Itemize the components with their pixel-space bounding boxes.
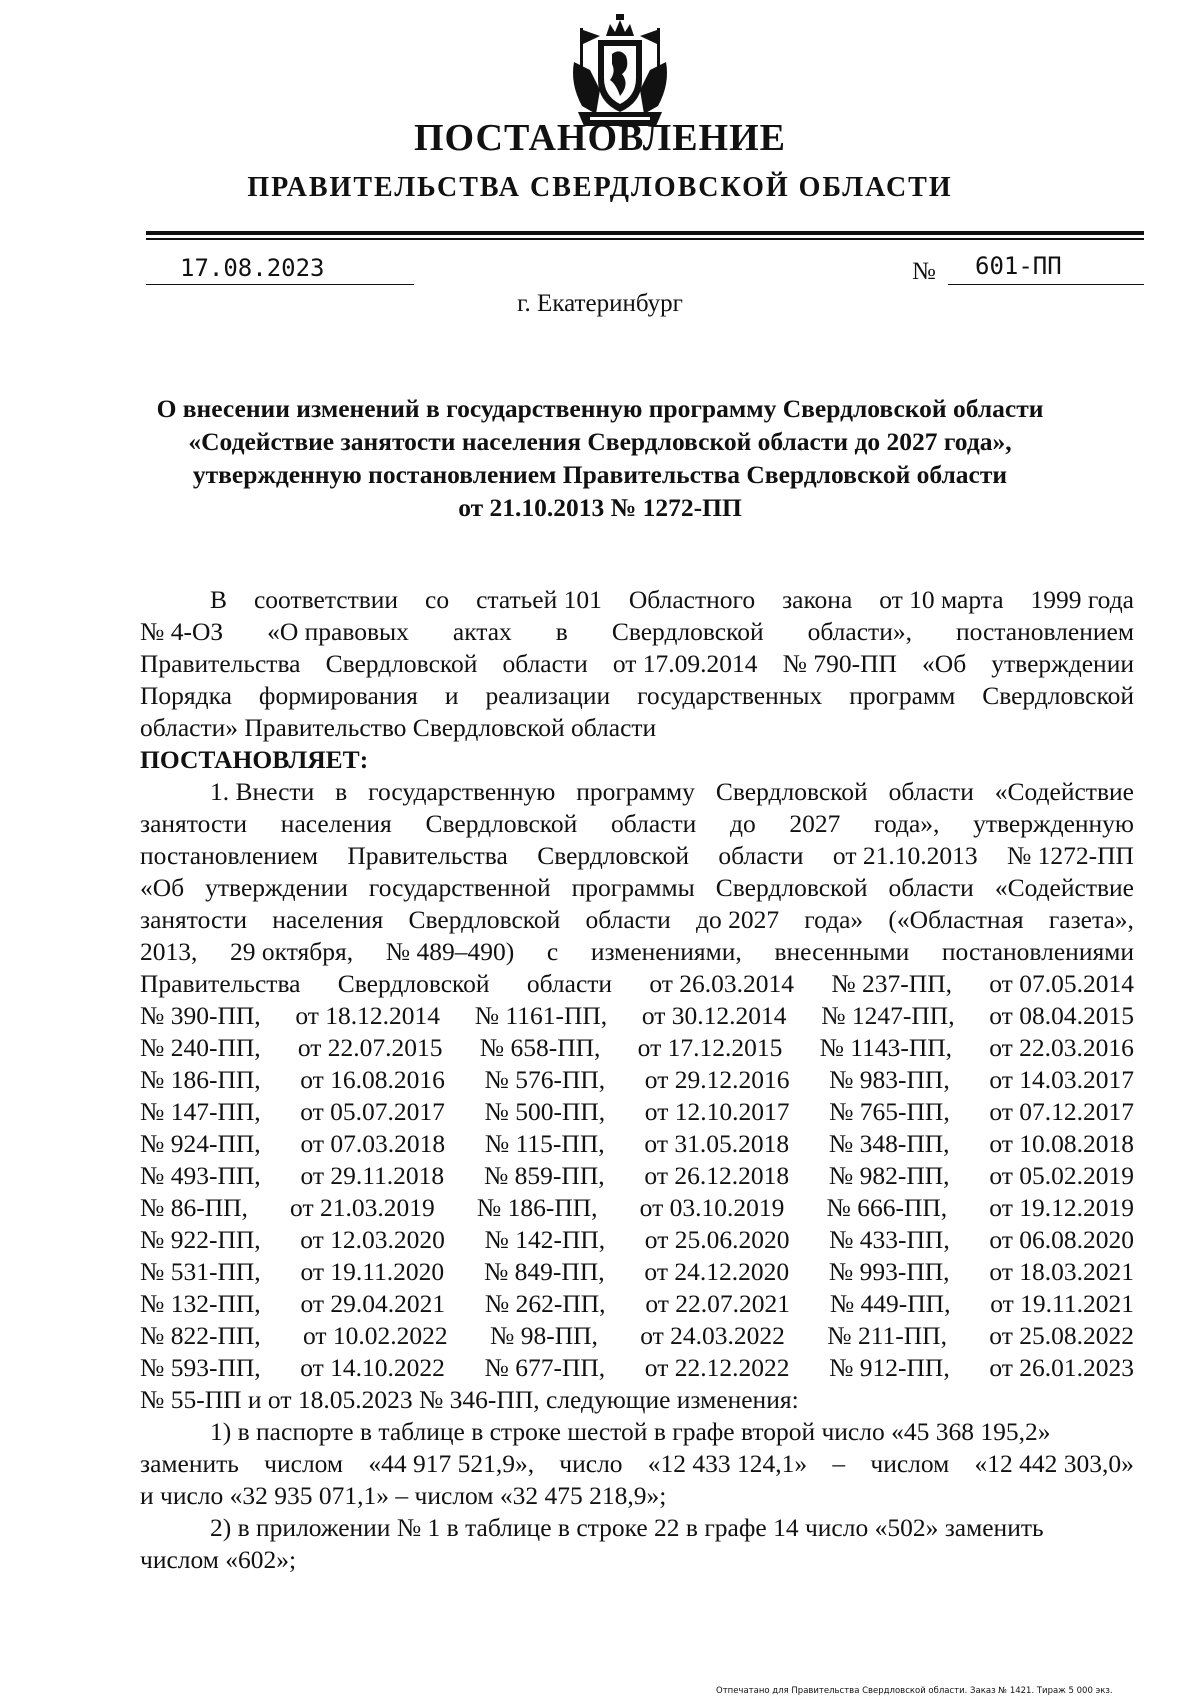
text-word: постановлениями (941, 937, 1134, 966)
text-line (140, 1128, 1134, 1160)
text-word: области», (807, 617, 912, 646)
text-word: от 17.09.2014 (612, 649, 758, 678)
text-word: Свердловской (337, 969, 490, 998)
text-line (140, 1352, 1134, 1384)
text-word: № 390-ПП, (140, 1001, 261, 1030)
text-word: занятости (140, 905, 248, 934)
text-word: Свердловской (537, 841, 689, 870)
text-line (140, 1096, 1134, 1128)
text-line (140, 680, 1134, 712)
text-line (140, 904, 1134, 936)
text-word: программ (849, 681, 956, 710)
text-word: постановлением (955, 617, 1134, 646)
text-word: № 593-ПП, (140, 1353, 261, 1382)
text-word: области (526, 969, 613, 998)
decree-word: ПОСТАНОВЛЯЕТ: (140, 745, 369, 774)
text-word: от 24.12.2020 (644, 1257, 790, 1286)
text-line (140, 1256, 1134, 1288)
text-word: внесенными (774, 937, 910, 966)
text-word: Правительства (140, 969, 301, 998)
text-word: № 658-ПП, (479, 1033, 601, 1062)
text-line (140, 1320, 1134, 1352)
text-word: № 677-ПП, (484, 1353, 606, 1382)
city-name: г. Екатеринбург (517, 290, 683, 317)
text-word: число (559, 1449, 623, 1478)
text-word: 29 октября, (230, 937, 354, 966)
text-word: № 132-ПП, (140, 1289, 261, 1318)
text-word: от 17.12.2015 (637, 1033, 783, 1062)
text-word: № 493-ПП, (140, 1161, 261, 1190)
text-word: постановлением (140, 841, 319, 870)
text-word: № 1247-ПП, (821, 1001, 955, 1030)
text-word: от 24.03.2022 (640, 1321, 785, 1350)
text-word: № 489–490) (385, 937, 515, 966)
text-word: от 12.03.2020 (300, 1225, 445, 1254)
text-line (140, 712, 1134, 744)
text-word: от 19.11.2021 (990, 1289, 1134, 1318)
text-word: от 25.08.2022 (989, 1321, 1134, 1350)
text-word: от 22.12.2022 (644, 1353, 790, 1382)
text-word: № 55-ПП и от 18.05.2023 № 346-ПП, следующие изменения: (140, 1385, 799, 1414)
text-line (140, 1448, 1134, 1480)
text-word: от 10 марта (879, 585, 1004, 614)
text-word: – (832, 1449, 846, 1478)
subitem-2 (140, 1512, 1134, 1576)
text-word: статьей 101 (476, 585, 602, 614)
text-word: населения (272, 905, 384, 934)
text-word: занятости (140, 809, 248, 838)
text-word: от 22.03.2016 (989, 1033, 1134, 1062)
text-word: («Областная (888, 905, 1024, 934)
text-word: № 922-ПП, (140, 1225, 261, 1254)
text-word: № 849-ПП, (483, 1257, 605, 1286)
text-word: от 26.01.2023 (989, 1353, 1134, 1382)
text-word: от 05.07.2017 (300, 1097, 445, 1126)
text-word: Правительства (140, 649, 301, 678)
text-word: программу (576, 777, 695, 806)
text-word: со (425, 585, 450, 614)
text-word: № 790-ПП (782, 649, 897, 678)
text-line (140, 1032, 1134, 1064)
text-line (140, 648, 1134, 680)
subitem-1 (140, 1416, 1134, 1512)
text-line (140, 584, 1134, 616)
text-word: Свердловской (611, 617, 764, 646)
text-word: области (585, 905, 671, 934)
header-rule-thin (146, 238, 1144, 240)
text-word: № 115-ПП, (484, 1129, 605, 1158)
text-word: от 21.10.2013 (832, 841, 978, 870)
text-word: утвержденную (973, 809, 1134, 838)
heading-line: от 21.10.2013 № 1272-ПП (458, 493, 742, 522)
number-label: № (912, 258, 936, 285)
text-word: № 500-ПП, (484, 1097, 606, 1126)
text-word: № 240-ПП, (140, 1033, 261, 1062)
text-word: до 2027 (695, 905, 780, 934)
text-line (140, 1512, 1134, 1544)
date-underline (146, 284, 414, 285)
text-word: № 262-ПП, (484, 1289, 606, 1318)
text-word: от 25.06.2020 (644, 1225, 790, 1254)
text-word: от 14.03.2017 (989, 1065, 1134, 1094)
text-word: от 16.08.2016 (300, 1065, 445, 1094)
text-word: № 147-ПП, (140, 1097, 261, 1126)
text-line (140, 1480, 1134, 1512)
item-1 (140, 776, 1134, 1416)
text-line (140, 616, 1134, 648)
text-line (140, 1160, 1134, 1192)
text-word: № 237-ПП, (831, 969, 952, 998)
text-word: утверждении (991, 649, 1134, 678)
text-word: от 29.11.2018 (300, 1161, 445, 1190)
text-word: № 142-ПП, (484, 1225, 606, 1254)
text-word: № 1272-ПП (1006, 841, 1134, 870)
text-word: Порядка (140, 681, 232, 710)
decree-number: 601-ПП (975, 252, 1062, 280)
text-word: изменениями, (590, 937, 742, 966)
text-line (140, 1192, 1134, 1224)
text-word: 2013, (140, 937, 198, 966)
text-word: от 10.02.2022 (302, 1321, 448, 1350)
text-word: «12 442 303,0» (974, 1449, 1134, 1478)
text-word: заменить (140, 1449, 239, 1478)
text-word: области (888, 873, 974, 902)
heading-line: утвержденную постановлением Правительства Свердловской области (192, 460, 1008, 489)
decree-body (140, 584, 1134, 1576)
heading-line: «Содействие занятости населения Свердловской области до 2027 года», (188, 427, 1012, 456)
text-word: числом (264, 1449, 344, 1478)
text-line (140, 776, 1134, 808)
text-word: с (546, 937, 559, 966)
text-word: от 03.10.2019 (639, 1193, 785, 1222)
text-word: закона (782, 585, 853, 614)
text-word: «Содействие (994, 777, 1134, 806)
text-word: В (210, 585, 228, 614)
text-word: № 211-ПП, (827, 1321, 947, 1350)
text-line (140, 936, 1134, 968)
text-word: области» Правительство Свердловской области (140, 713, 657, 742)
text-word: № 433-ПП, (829, 1225, 950, 1254)
text-word: области (888, 777, 974, 806)
text-line (140, 1064, 1134, 1096)
print-colophon: Отпечатано для Правительства Свердловской области. Заказ № 1421. Тираж 5 000 экз. (716, 1686, 1113, 1696)
text-word: населения (280, 809, 392, 838)
text-word: года», (874, 809, 940, 838)
text-word: числом (870, 1449, 950, 1478)
text-word: «Содействие (994, 873, 1134, 902)
text-word: 2) в приложении № 1 в таблице в строке 22 в графе 14 число «502» заменить (210, 1513, 1044, 1542)
decree-heading (120, 392, 1080, 524)
text-word: числом «602»; (140, 1545, 297, 1574)
text-word: в (335, 777, 348, 806)
text-word: № 912-ПП, (829, 1353, 950, 1382)
text-word: № 822-ПП, (140, 1321, 261, 1350)
text-word: № 186-ПП, (140, 1065, 261, 1094)
document-title: ПОСТАНОВЛЕНИЕ (413, 117, 787, 159)
text-line (140, 1384, 1134, 1416)
heading-line: О внесении изменений в государственную программу Свердловской области (156, 394, 1044, 423)
text-word: от 29.12.2016 (644, 1065, 790, 1094)
text-line (140, 1288, 1134, 1320)
text-word: от 29.04.2021 (300, 1289, 446, 1318)
text-line (140, 840, 1134, 872)
text-word: Свердловской (425, 809, 578, 838)
text-word: 2027 (789, 809, 841, 838)
decree-date: 17.08.2023 (180, 254, 325, 282)
text-line (140, 808, 1134, 840)
text-word: реализации (485, 681, 611, 710)
text-word: № 449-ПП, (829, 1289, 951, 1318)
text-word: от 10.08.2018 (989, 1129, 1134, 1158)
text-line (140, 968, 1134, 1000)
text-word: «Об (140, 873, 185, 902)
text-word: Свердловской (982, 681, 1134, 710)
document-subtitle: ПРАВИТЕЛЬСТВА СВЕРДЛОВСКОЙ ОБЛАСТИ (247, 172, 953, 203)
text-word: № 924-ПП, (140, 1129, 261, 1158)
text-word: утверждении (205, 873, 348, 902)
text-word: Свердловской (325, 649, 478, 678)
text-line (140, 1224, 1134, 1256)
text-word: «12 433 124,1» (647, 1449, 808, 1478)
text-word: от 19.12.2019 (989, 1193, 1134, 1222)
text-word: от 07.12.2017 (989, 1097, 1134, 1126)
text-line (140, 1000, 1134, 1032)
text-word: от 18.03.2021 (989, 1257, 1134, 1286)
text-word: № 4-ОЗ (140, 617, 224, 646)
text-word: области (611, 809, 697, 838)
text-word: 1) в паспорте в таблице в строке шестой в графе второй число «45 368 195,2» (210, 1417, 1051, 1446)
text-word: № 1143-ПП, (819, 1033, 953, 1062)
text-word: от 26.03.2014 (649, 969, 795, 998)
text-word: от 07.03.2018 (300, 1129, 446, 1158)
text-word: и (444, 681, 459, 710)
text-word: № 576-ПП, (484, 1065, 606, 1094)
text-word: от 06.08.2020 (989, 1225, 1134, 1254)
text-line (140, 872, 1134, 904)
text-word: № 859-ПП, (483, 1161, 605, 1190)
text-word: в (555, 617, 568, 646)
text-word: «44 917 521,9», (368, 1449, 535, 1478)
text-word: от 07.05.2014 (989, 969, 1134, 998)
text-word: 1. Внести (210, 777, 315, 806)
text-word: государственных (637, 681, 823, 710)
text-word: до (729, 809, 756, 838)
text-word: № 983-ПП, (829, 1065, 950, 1094)
coat-of-arms-icon (560, 14, 680, 132)
text-word: от 30.12.2014 (641, 1001, 787, 1030)
header-rule-thick (146, 231, 1144, 235)
text-word: актах (452, 617, 512, 646)
text-word: Свердловской (408, 905, 561, 934)
text-word: от 14.10.2022 (300, 1353, 445, 1382)
text-word: от 26.12.2018 (644, 1161, 790, 1190)
text-word: области (718, 841, 804, 870)
text-word: от 12.10.2017 (644, 1097, 790, 1126)
preamble (140, 584, 1134, 744)
text-word: Областного (628, 585, 756, 614)
text-line (140, 1544, 1134, 1576)
text-word: государственной (368, 873, 551, 902)
text-word: программы (571, 873, 695, 902)
text-word: от 05.02.2019 (989, 1161, 1134, 1190)
text-word: «Об (922, 649, 967, 678)
text-word: № 982-ПП, (828, 1161, 950, 1190)
text-word: № 666-ПП, (826, 1193, 948, 1222)
text-word: государственную (368, 777, 556, 806)
text-word: от 22.07.2015 (297, 1033, 443, 1062)
text-word: Правительства (347, 841, 508, 870)
text-word: № 1161-ПП, (474, 1001, 608, 1030)
text-word: от 08.04.2015 (989, 1001, 1134, 1030)
text-word: «О правовых (267, 617, 409, 646)
text-word: от 18.12.2014 (295, 1001, 441, 1030)
text-word: от 21.03.2019 (290, 1193, 435, 1222)
text-word: от 31.05.2018 (644, 1129, 790, 1158)
text-word: № 98-ПП, (490, 1321, 598, 1350)
text-word: газета», (1048, 905, 1134, 934)
text-word: № 765-ПП, (829, 1097, 950, 1126)
text-word: № 86-ПП, (140, 1193, 248, 1222)
text-word: от 22.07.2021 (645, 1289, 791, 1318)
text-line (140, 1416, 1134, 1448)
text-word: № 186-ПП, (476, 1193, 598, 1222)
text-word: № 993-ПП, (828, 1257, 950, 1286)
text-word: № 531-ПП, (140, 1257, 261, 1286)
text-word: соответствии (253, 585, 399, 614)
text-word: Свердловской (715, 873, 868, 902)
text-word: области (502, 649, 588, 678)
text-word: формирования (258, 681, 418, 710)
text-word: Свердловской (715, 777, 868, 806)
text-word: 1999 года (1030, 585, 1134, 614)
text-word: от 19.11.2020 (300, 1257, 445, 1286)
number-underline (948, 284, 1144, 285)
text-word: и число «32 935 071,1» – числом «32 475 218,9»; (140, 1481, 667, 1510)
text-word: № 348-ПП, (828, 1129, 950, 1158)
text-word: года» (804, 905, 864, 934)
